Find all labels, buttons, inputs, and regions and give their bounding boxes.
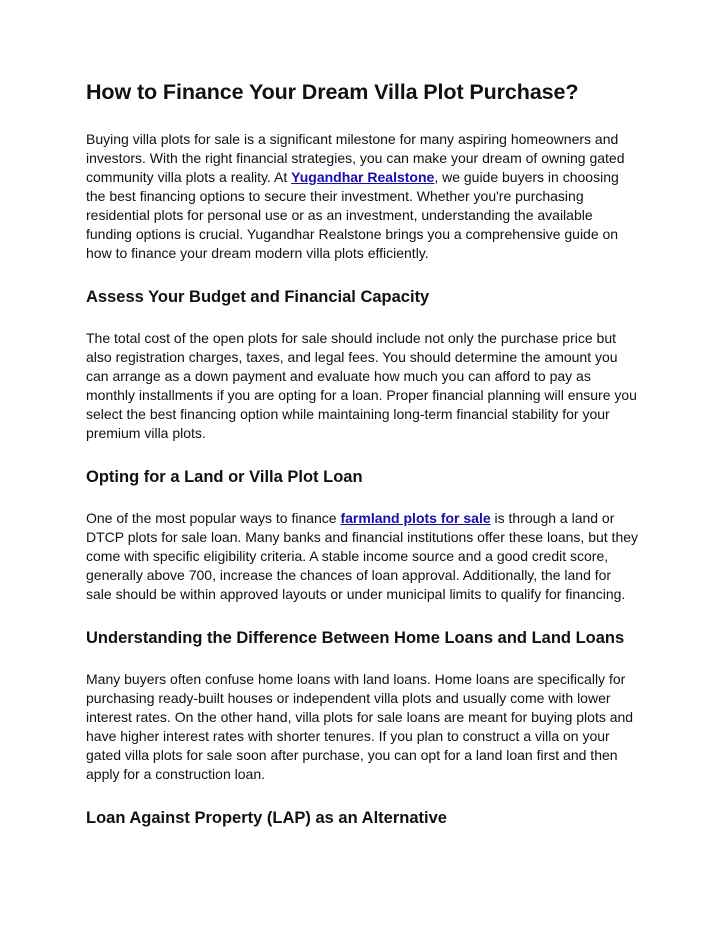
section-paragraph: The total cost of the open plots for sale should include not only the purchase price but also registration charges, taxes, and legal fees. You should determine the amount you can arrange as a down payment and evaluate how much you can afford to pay as monthly installments if you are opting for a loan. Proper financial planning will ensure you select the best financing option while maintaining long-term financial stability for your premium villa plots. [86,329,637,442]
land-loan-text-after: is through a land or DTCP plots for sale loan. Many banks and financial institutions offer these loans, but they come with specific eligibility criteria. A stable income source and a good credit score, generally above 700, increase the chances of loan approval. Additionally, the land for sale should be within approved layouts or under municipal limits to qualify for financing. [86,509,639,603]
farmland-plots-link[interactable]: farmland plots for sale [340,509,491,526]
section-home-vs-land [86,628,640,784]
section-heading: Understanding the Difference Between Home Loans and Land Loans [86,629,625,648]
intro-text-before: Buying villa plots for sale is a significant milestone for many aspiring homeowners and investors. With the right financial strategies, you can make your dream of owning gated community villa plots a reality. At [86,130,625,185]
section-paragraph: Many buyers often confuse home loans with land loans. Home loans are specifically for purchasing ready-built houses or independent villa plots and usually come with lower interest rates. On the other hand, villa plots for sale loans are meant for buying plots and have higher interest rates with shorter tenures. If you plan to construct a villa on your gated villa plots for sale soon after purchase, you can opt for a land loan first and then apply for a construction loan. [86,670,634,783]
section-heading: Assess Your Budget and Financial Capacity [86,288,430,307]
section-heading: Loan Against Property (LAP) as an Alternative [86,809,447,828]
section-budget [86,287,640,443]
section-paragraph [86,509,640,604]
intro-text-after: , we guide buyers in choosing the best financing options to secure their investment. Whether you're purchasing residential plots for personal use or as an investment, understanding the available funding options is crucial. Yugandhar Realstone brings you a comprehensive guide on how to finance your dream modern villa plots efficiently. [86,168,619,262]
section-heading: Opting for a Land or Villa Plot Loan [86,468,363,487]
page-title: How to Finance Your Dream Villa Plot Purchase? [86,80,579,104]
intro-paragraph [86,130,640,264]
yugandhar-realstone-link[interactable]: Yugandhar Realstone [291,168,435,185]
land-loan-text-before: One of the most popular ways to finance [86,509,341,526]
section-land-loan [86,467,640,604]
section-lap [86,808,640,829]
